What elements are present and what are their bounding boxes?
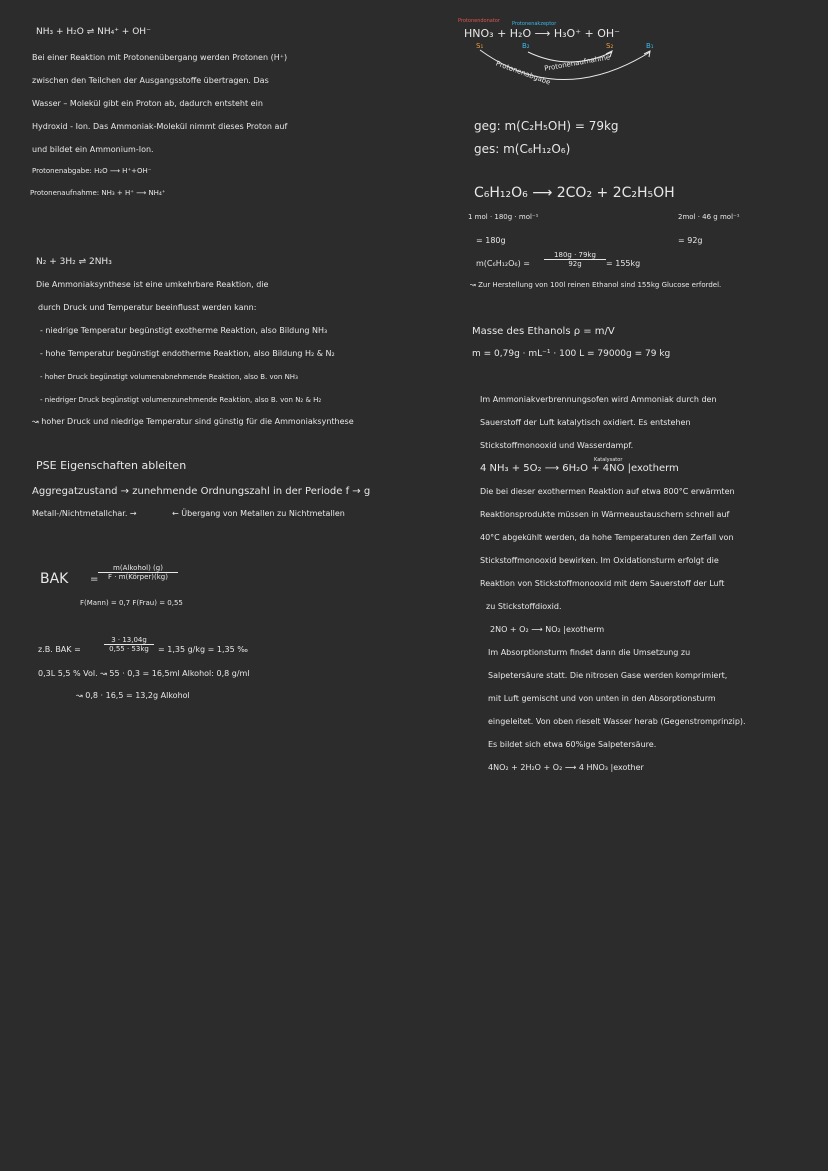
s1-label: S₁ <box>476 42 484 50</box>
example-numerator: 3 · 13,04g <box>104 636 154 645</box>
b1-label: B₁ <box>646 42 654 50</box>
synthesis-text-line: durch Druck und Temperatur beeinflusst werden kann: <box>38 303 257 312</box>
arc-abgabe-label: Protonenabgabe <box>494 59 552 87</box>
oxidation-text-line: Sauerstoff der Luft katalytisch oxidiert. Es entstehen <box>480 418 691 427</box>
nitric-acid-formation-equation: 4NO₂ + 2H₂O + O₂ ⟶ 4 HNO₃ |exother <box>488 763 644 772</box>
absorption-text-line: Es bildet sich etwa 60%ige Salpetersäure. <box>488 740 657 749</box>
ammonia-water-equation: NH₃ + H₂O ⇌ NH₄⁺ + OH⁻ <box>36 27 151 37</box>
protolysis-text-line: Wasser – Molekül gibt ein Proton ab, dadurch entsteht ein <box>32 99 263 108</box>
cooling-text-line: Reaktion von Stickstoffmonooxid mit dem Sauerstoff der Luft <box>480 579 725 588</box>
m-glucose-prefix: m(C₆H₁₂O₆) = <box>476 259 531 268</box>
donor-label: Protonendonator <box>458 18 500 24</box>
pse-line-metal: Metall-/Nichtmetallchar. → <box>32 509 137 518</box>
synthesis-conclusion: ↝ hoher Druck und niedrige Temperatur sind günstig für die Ammoniaksynthese <box>32 417 354 426</box>
bak-formula-fraction <box>98 564 178 581</box>
pse-line-transition: ← Übergang von Metallen zu Nichtmetallen <box>172 509 345 518</box>
cooling-text-line: Reaktionsprodukte müssen in Wärmeaustauschern schnell auf <box>480 510 730 519</box>
protonenabgabe-equation: Protonenabgabe: H₂O ⟶ H⁺+OH⁻ <box>32 167 152 175</box>
m-glucose-numerator: 180g · 79kg <box>544 251 606 260</box>
pse-heading: PSE Eigenschaften ableiten <box>36 459 187 472</box>
b2-label: B₂ <box>522 42 530 50</box>
example-result: = 1,35 g/kg = 1,35 ‰ <box>158 645 248 654</box>
catalyst-label: Katalysator <box>594 457 623 463</box>
acceptor-label: Protonenakzeptor <box>512 21 557 27</box>
protolysis-text-line: Hydroxid - Ion. Das Ammoniak-Molekül nimmt dieses Proton auf <box>32 122 288 131</box>
example-fraction <box>104 636 154 653</box>
ethanol-mass-heading: Masse des Ethanols ρ = m/V <box>472 326 615 337</box>
synthesis-text-line: - hoher Druck begünstigt volumenabnehmende Reaktion, also B. von NH₃ <box>40 373 298 381</box>
nitric-acid-equation: HNO₃ + H₂O ⟶ H₃O⁺ + OH⁻ <box>464 27 620 40</box>
mol-right: 2mol · 46 g mol⁻¹ <box>678 213 740 221</box>
synthesis-text-line: - niedrige Temperatur begünstigt exotherme Reaktion, also Bildung NH₃ <box>40 326 328 335</box>
ammonia-synthesis-equation: N₂ + 3H₂ ⇌ 2NH₃ <box>36 257 112 267</box>
given-line: geg: m(C₂H₅OH) = 79kg <box>474 119 619 133</box>
absorption-text-line: Im Absorptionsturm findet dann die Umsetzung zu <box>488 648 691 657</box>
glucose-conclusion: ↝ Zur Herstellung von 100l reinen Ethanol sind 155kg Glucose erfordel. <box>470 281 722 289</box>
example-prefix: z.B. BAK = <box>38 645 81 654</box>
bak-factors: F(Mann) = 0,7 F(Frau) = 0,55 <box>80 599 183 607</box>
sought-line: ges: m(C₆H₁₂O₆) <box>474 142 571 156</box>
bak-denominator: F · m(Körper)(kg) <box>108 573 168 582</box>
bak-label: BAK <box>40 571 69 587</box>
m-glucose-result: = 155kg <box>606 259 641 268</box>
protolysis-text-line: Bei einer Reaktion mit Protonenübergang werden Protonen (H⁺) <box>32 53 288 62</box>
volume-line: 0,3L 5,5 % Vol. ↝ 55 · 0,3 = 16,5ml Alkohol: 0,8 g/ml <box>38 669 250 678</box>
example-denominator: 0,55 · 53kg <box>109 645 149 654</box>
oxidation-text-line: Im Ammoniakverbrennungsofen wird Ammoniak durch den <box>480 395 717 404</box>
cooling-text-line: zu Stickstoffdioxid. <box>486 602 562 611</box>
mass-180: = 180g <box>476 236 506 245</box>
ethanol-mass-calc: m = 0,79g · mL⁻¹ · 100 L = 79000g = 79 kg <box>472 349 671 359</box>
oxidation-text-line: Stickstoffmonooxid und Wasserdampf. <box>480 441 634 450</box>
bak-equals: = <box>90 574 99 585</box>
cooling-text-line: Stickstoffmonooxid bewirken. Im Oxidationsturm erfolgt die <box>480 556 719 565</box>
no-oxidation-equation: 2NO + O₂ ⟶ NO₂ |exotherm <box>490 625 605 634</box>
protolysis-text-line: und bildet ein Ammonium-Ion. <box>32 145 154 154</box>
synthesis-text-line: - niedriger Druck begünstigt volumenzunehmende Reaktion, also B. von N₂ & H₂ <box>40 396 322 404</box>
absorption-text-line: mit Luft gemischt und von unten in den Absorptionsturm <box>488 694 716 703</box>
bak-numerator: m(Alkohol) (g) <box>98 564 178 573</box>
protonenaufnahme-equation: Protonenaufnahme: NH₃ + H⁺ ⟶ NH₄⁺ <box>30 189 166 197</box>
alcohol-line: ↝ 0,8 · 16,5 = 13,2g Alkohol <box>76 691 190 700</box>
mol-left: 1 mol · 180g · mol⁻¹ <box>468 213 539 221</box>
m-glucose-fraction <box>544 251 606 268</box>
protolysis-text-line: zwischen den Teilchen der Ausgangsstoffe übertragen. Das <box>32 76 269 85</box>
pse-line: Aggregatzustand → zunehmende Ordnungszahl in der Periode f → g <box>32 486 371 497</box>
s2-label: S₂ <box>606 42 614 50</box>
cooling-text-line: Die bei dieser exothermen Reaktion auf etwa 800°C erwärmten <box>480 487 735 496</box>
ammonia-oxidation-equation: 4 NH₃ + 5O₂ ⟶ 6H₂O + 4NO |exotherm <box>480 463 679 474</box>
m-glucose-denominator: 92g <box>568 260 582 269</box>
synthesis-text-line: - hohe Temperatur begünstigt endotherme Reaktion, also Bildung H₂ & N₂ <box>40 349 335 358</box>
synthesis-text-line: Die Ammoniaksynthese ist eine umkehrbare Reaktion, die <box>36 280 269 289</box>
arc-aufnahme-label: Protonenaufnahme <box>543 53 611 73</box>
proton-transfer-arrows <box>0 0 828 120</box>
absorption-text-line: eingeleitet. Von oben rieselt Wasser herab (Gegenstromprinzip). <box>488 717 746 726</box>
mass-92: = 92g <box>678 236 703 245</box>
absorption-text-line: Salpetersäure statt. Die nitrosen Gase werden komprimiert, <box>488 671 728 680</box>
glucose-equation: C₆H₁₂O₆ ⟶ 2CO₂ + 2C₂H₅OH <box>474 185 675 201</box>
cooling-text-line: 40°C abgekühlt werden, da hohe Temperaturen den Zerfall von <box>480 533 734 542</box>
